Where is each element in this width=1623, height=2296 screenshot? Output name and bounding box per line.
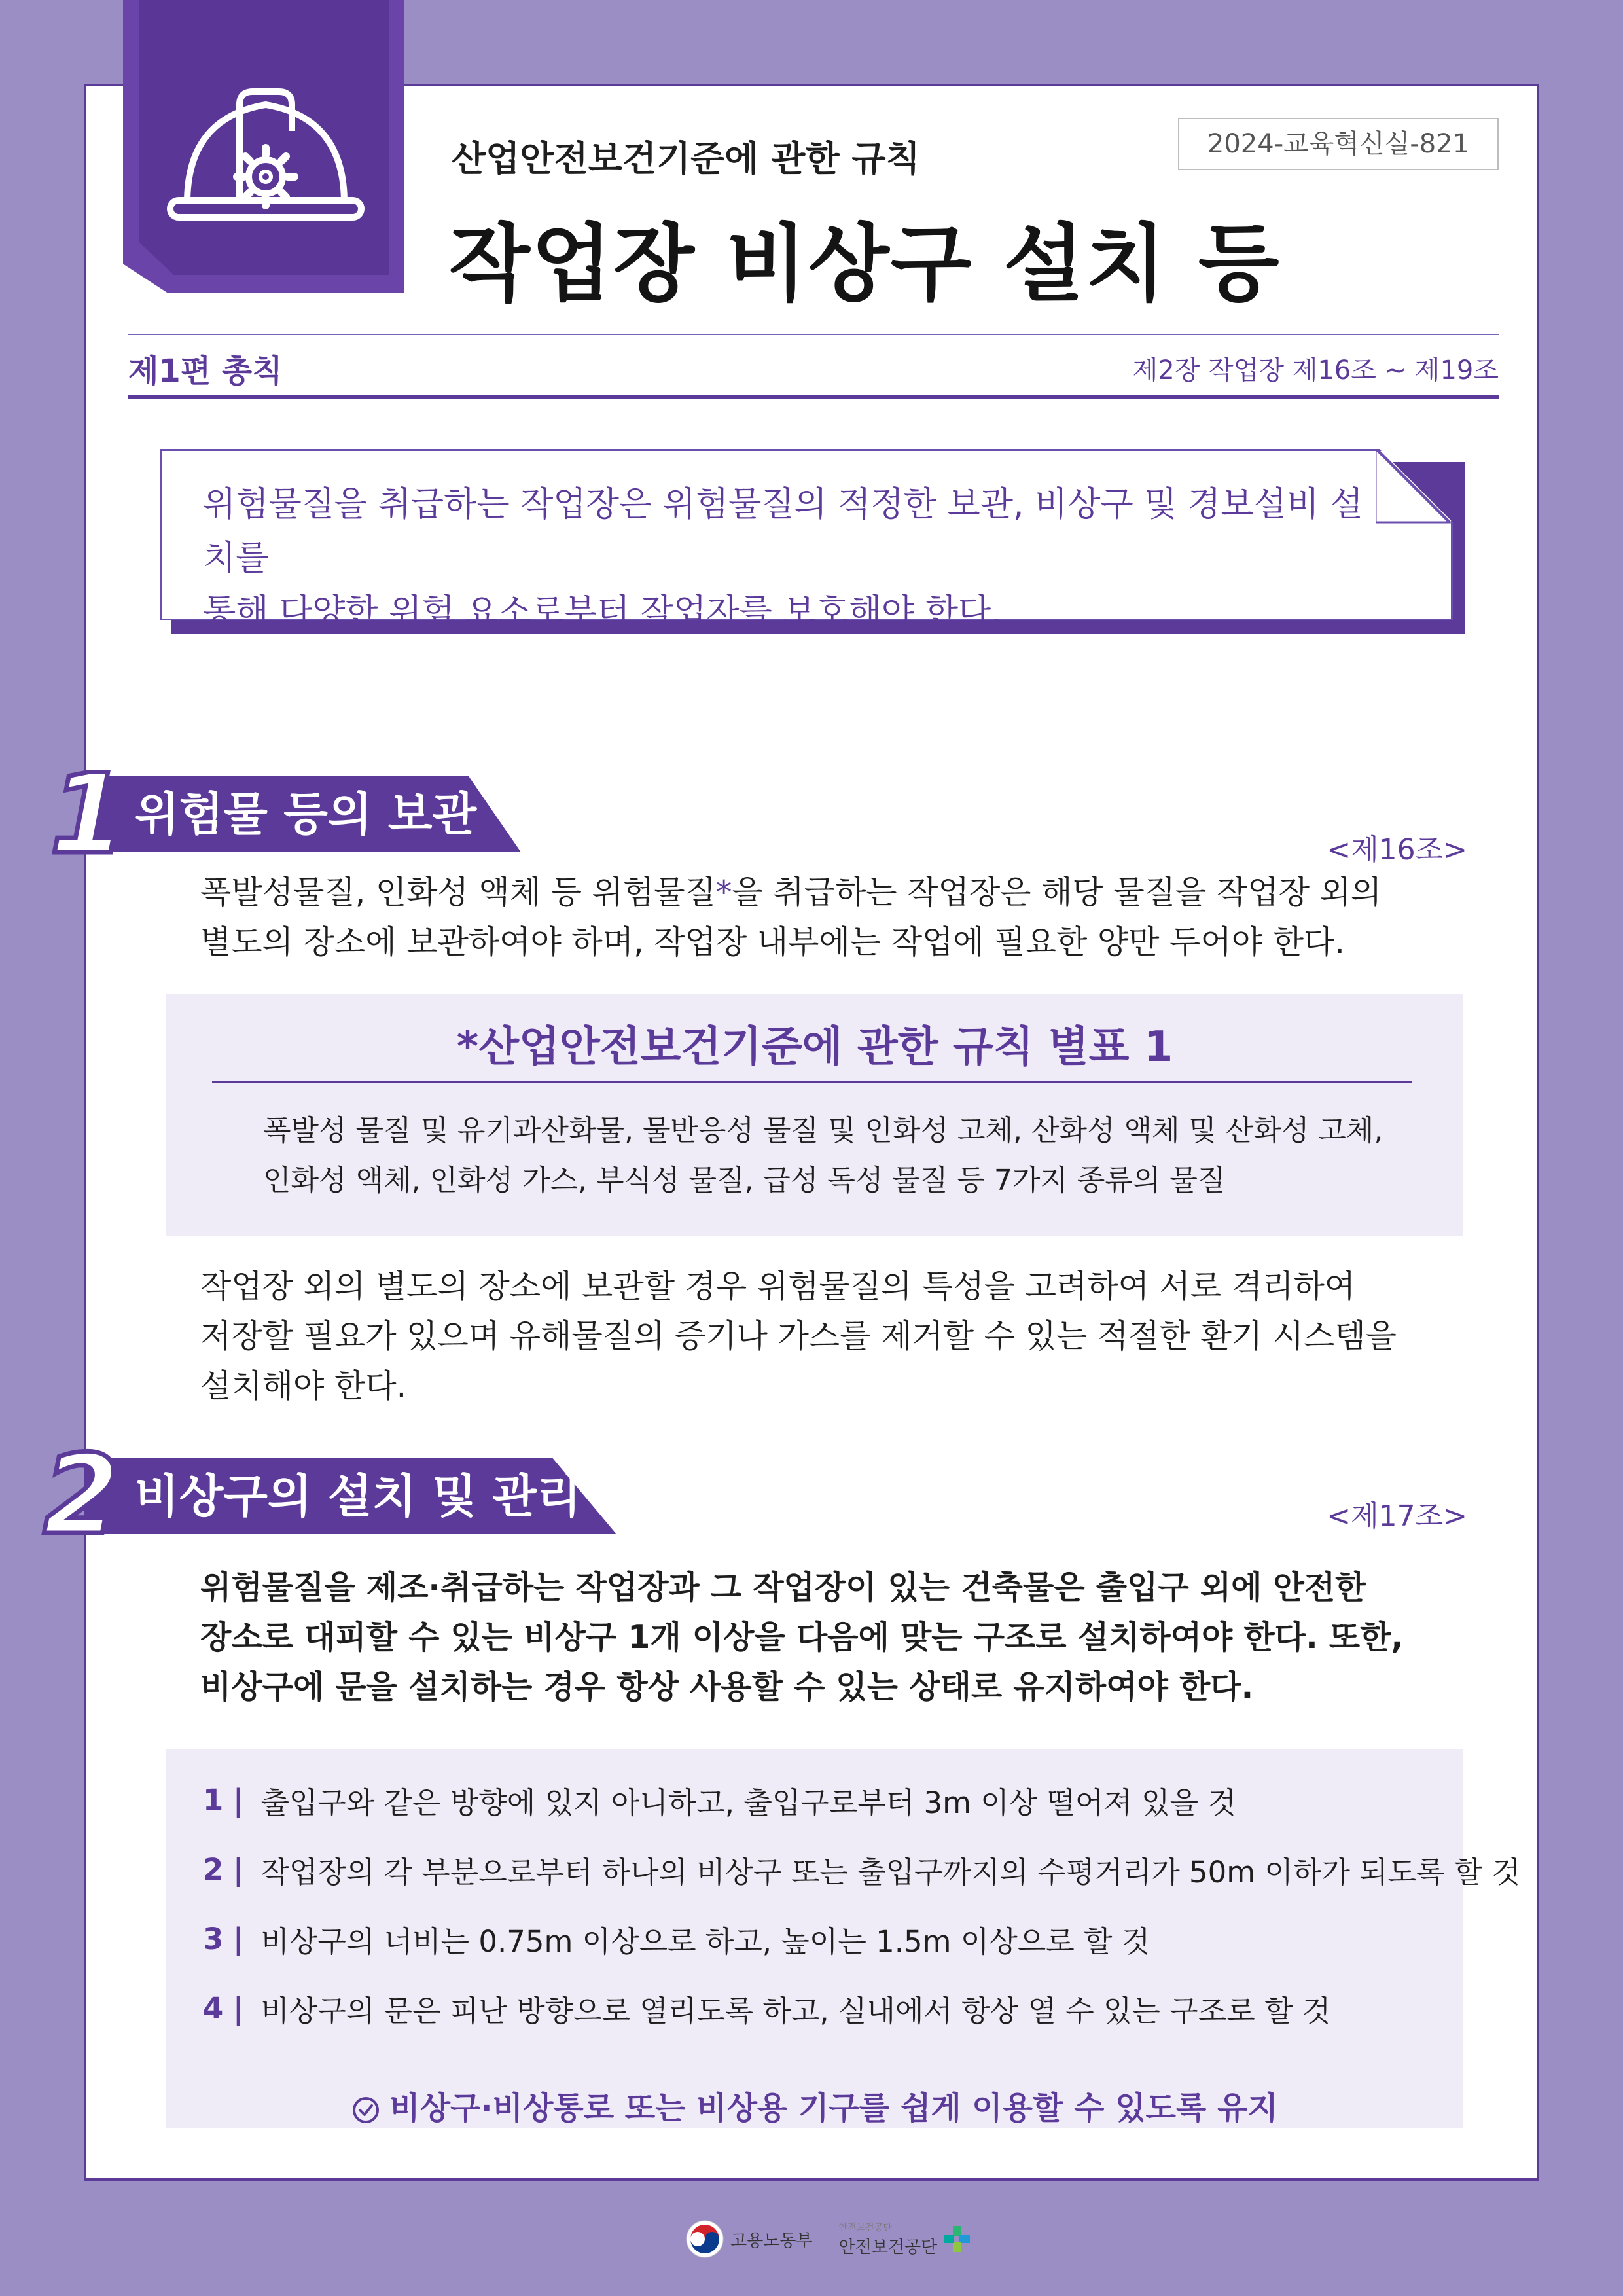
section-1-paragraph-2: [200, 1262, 1431, 1411]
paragraph-text: 별도의 장소에 보관하여야 하며, 작업장 내부에는 작업에 필요한 양만 두어야 한다.: [200, 924, 1345, 961]
taegeuk-logo-icon: [686, 2220, 724, 2258]
section-2-number: 2: [43, 1431, 120, 1559]
paragraph-text: 장소로 대피할 수 있는 비상구 1개 이상을 다음에 맞는 구조로 설치하여야 한다. 또한,: [200, 1619, 1404, 1656]
summary-text: [203, 478, 1381, 639]
agency-cross-logo-icon: [941, 2223, 972, 2255]
paragraph-text: 폭발성물질, 인화성 액체 등 위험물질: [200, 874, 716, 911]
footnote-star: *: [715, 874, 732, 911]
requirement-text: 출입구와 같은 방향에 있지 아니하고, 출입구로부터 3m 이상 떨어져 있을 것: [260, 1785, 1236, 1820]
requirement-number: 4: [203, 1990, 224, 2026]
section-1-number: 1: [50, 750, 126, 878]
part-label: 제1편 총칙: [128, 353, 283, 389]
requirement-text: 비상구의 문은 피난 방향으로 열리도록 하고, 실내에서 항상 열 수 있는 구조로 할 것: [260, 1993, 1331, 2028]
section-2-title: 비상구의 설치 및 관리: [135, 1469, 581, 1523]
section-1-title: 위험물 등의 보관: [135, 787, 477, 841]
section-2-paragraph: [200, 1563, 1431, 1712]
paragraph-text: 저장할 필요가 있으며 유해물질의 증기나 가스를 제거할 수 있는 적절한 환기 시스템을: [200, 1318, 1397, 1355]
requirement-text: 작업장의 각 부분으로부터 하나의 비상구 또는 출입구까지의 수평거리가 50m 이하가 되도록 할 것: [260, 1854, 1521, 1890]
requirement-number: 3: [203, 1921, 224, 1956]
requirement-separator: |: [233, 1990, 244, 2026]
page-title: 작업장 비상구 설치 등: [449, 215, 1281, 313]
agency-name: 안전보건공단: [838, 2237, 938, 2257]
page-fold-icon: [1376, 449, 1453, 526]
document-code: 2024-교육혁신실-821: [1178, 118, 1499, 170]
requirement-separator: |: [233, 1782, 244, 1818]
requirement-item: [203, 1986, 1330, 2030]
summary-line: 위험물질을 취급하는 작업장은 위험물질의 적정한 보관, 비상구 및 경보설비 설치를: [203, 485, 1363, 578]
document-subtitle: 산업안전보건기준에 관한 규칙: [452, 138, 920, 179]
requirement-separator: |: [233, 1852, 244, 1887]
requirement-separator: |: [233, 1921, 244, 1956]
annex-box: [166, 994, 1463, 1236]
section-1-paragraph: [200, 868, 1431, 967]
annex-line: 폭발성 물질 및 유기과산화물, 물반응성 물질 및 인화성 고체, 산화성 액체 및 산화성 고체,: [263, 1114, 1383, 1147]
check-circle-icon: [351, 2096, 380, 2125]
header-divider-thin: [128, 334, 1499, 335]
paragraph-text: 비상구에 문을 설치하는 경우 항상 사용할 수 있는 상태로 유지하여야 한다.: [200, 1668, 1254, 1706]
section-1-article: <제16조>: [1327, 833, 1467, 867]
paragraph-text: 위험물질을 제조·취급하는 작업장과 그 작업장이 있는 건축물은 출입구 외에 안전한: [200, 1569, 1366, 1606]
annex-title: *산업안전보건기준에 관한 규칙 별표 1: [456, 1023, 1173, 1071]
helmet-gear-icon: [161, 79, 370, 223]
agency-name-block: [839, 2221, 938, 2258]
requirement-text: 비상구의 너비는 0.75m 이상으로 하고, 높이는 1.5m 이상으로 할 것: [260, 1924, 1150, 1959]
requirement-number: 1: [203, 1782, 224, 1818]
check-note-text: 비상구·비상통로 또는 비상용 기구를 쉽게 이용할 수 있도록 유지: [389, 2090, 1278, 2126]
requirement-item: [203, 1847, 1520, 1892]
ministry-name: 고용노동부: [730, 2231, 813, 2251]
requirement-item: [203, 1916, 1150, 1961]
check-note: [166, 2083, 1463, 2128]
requirement-number: 2: [203, 1852, 224, 1887]
requirement-item: [203, 1778, 1236, 1822]
header-divider-thick: [128, 395, 1499, 399]
paragraph-text: 을 취급하는 작업장은 해당 물질을 작업장 외의: [732, 874, 1382, 911]
annex-line: 인화성 액체, 인화성 가스, 부식성 물질, 급성 독성 물질 등 7가지 종류의 물질: [263, 1164, 1226, 1197]
annex-text: [263, 1106, 1402, 1206]
chapter-label: 제2장 작업장 제16조 ~ 제19조: [1132, 355, 1499, 386]
requirements-box: [166, 1749, 1521, 2128]
paragraph-text: 작업장 외의 별도의 장소에 보관할 경우 위험물질의 특성을 고려하여 서로 격리하여: [200, 1268, 1356, 1305]
section-2-article: <제17조>: [1327, 1499, 1467, 1533]
summary-line: 통해 다양한 위험 요소로부터 작업자를 보호해야 한다.: [203, 592, 1002, 632]
agency-small-label: 안전보건공단: [838, 2222, 892, 2233]
annex-divider: [212, 1081, 1412, 1083]
paragraph-text: 설치해야 한다.: [200, 1367, 407, 1405]
footer-logos: [686, 2220, 972, 2258]
